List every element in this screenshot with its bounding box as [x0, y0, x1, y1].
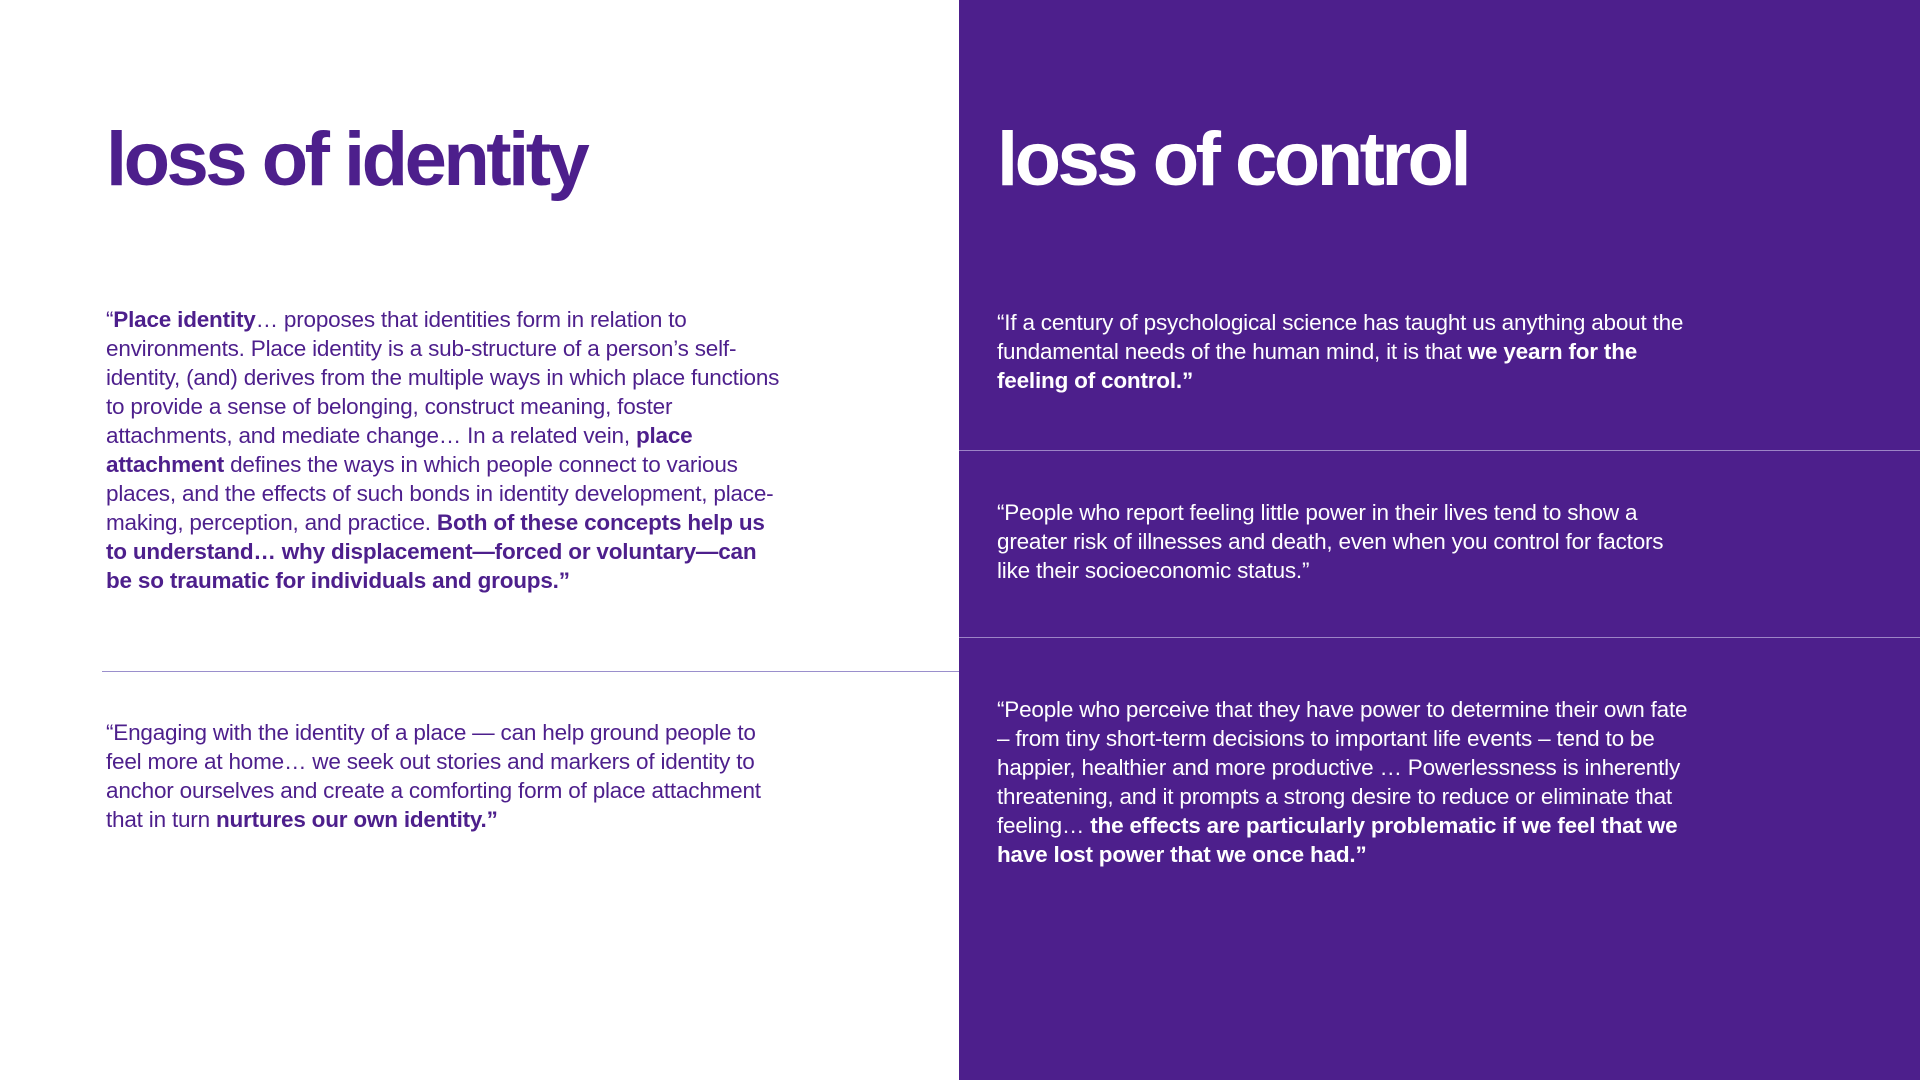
powerlessness-quote [997, 695, 1697, 869]
quote-emphasis: the effects are particularly problematic if we feel that we have lost power that we once had.” [997, 813, 1678, 867]
quote-text: “Engaging with the identity of a place — can help ground people to feel more at home… we seek out stories and markers of identity to anchor ourselves and create a comforting form of place attachment that in turn [106, 720, 761, 832]
quote-text: “People who perceive that they have power to determine their own fate – from tiny short-term decisions to important life events – tend to be happier, healthier and more productive … Powerlessness is inherently threatening, and it prompts a strong desire to reduce or eliminate that feeling… [997, 697, 1688, 838]
quote-emphasis: Place identity [113, 307, 256, 332]
loss-of-identity-heading: loss of identity [106, 117, 587, 202]
quote-text: “ [106, 307, 114, 332]
loss-of-control-heading: loss of control [997, 117, 1469, 202]
quote-emphasis: nurtures our own identity.” [215, 807, 498, 832]
quote-text: “People who report feeling little power in their lives tend to show a greater risk of illnesses and death, even when you control for factors like their socioeconomic status.” [997, 500, 1664, 583]
right-section-divider-1 [959, 450, 1920, 451]
little-power-quote [997, 498, 1697, 585]
quote-text: … proposes that identities form in relation to environments. Place identity is a sub-structure of a person’s self-identity, (and) derives from the multiple ways in which place functions to provide a sense of belonging, construct meaning, foster attachments, and mediate change… In a related vein, [106, 307, 780, 448]
quote-emphasis: Both of these concepts help us to understand… why displacement—forced or voluntary—can be so traumatic for individuals and groups.” [106, 510, 765, 593]
identity-of-place-quote [106, 718, 786, 834]
quote-text: defines the ways in which people connect to various places, and the effects of such bonds in identity development, place-making, perception, and practice. [106, 452, 774, 535]
right-section-divider-2 [959, 637, 1920, 638]
feeling-of-control-quote [997, 308, 1697, 395]
left-section-divider [102, 671, 959, 672]
place-identity-quote [106, 305, 786, 595]
quote-emphasis: we yearn for the feeling of control.” [997, 339, 1638, 393]
quote-emphasis: place attachment [106, 423, 693, 477]
quote-text: “If a century of psychological science has taught us anything about the fundamental needs of the human mind, it is that [997, 310, 1684, 364]
